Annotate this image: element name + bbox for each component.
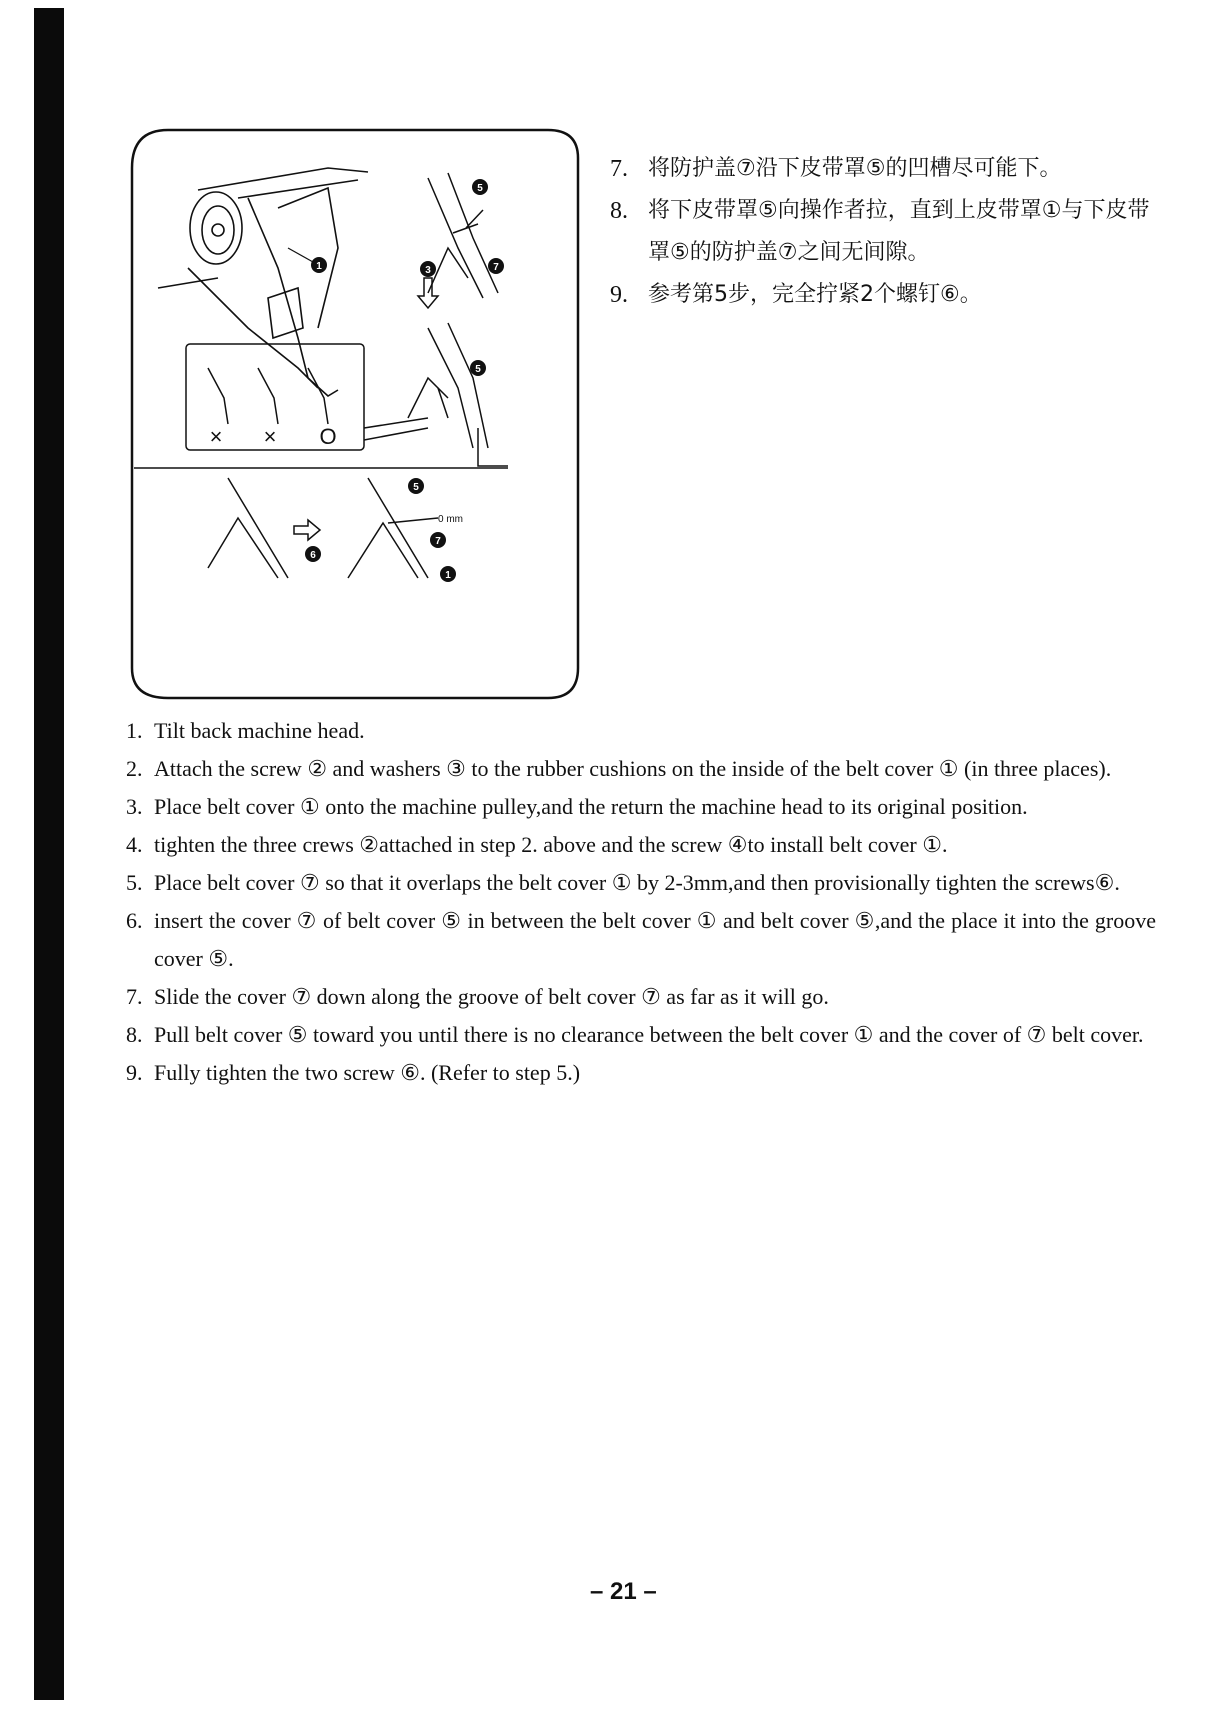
chinese-instructions bbox=[610, 148, 1170, 316]
en-step-number: 9. bbox=[126, 1060, 143, 1085]
callout-7-label: 7 bbox=[493, 262, 499, 273]
en-step-4 bbox=[126, 826, 1156, 864]
en-step-number: 7. bbox=[126, 984, 143, 1009]
callout-1-label: 1 bbox=[316, 261, 322, 272]
en-step-text: Attach the screw ② and washers ③ to the rubber cushions on the inside of the belt cover ① (in three places). bbox=[154, 756, 1112, 781]
en-step-number: 5. bbox=[126, 870, 143, 895]
cn-step-text: 参考第5步，完全拧紧2个螺钉⑥。 bbox=[648, 282, 982, 307]
en-step-5 bbox=[126, 864, 1156, 902]
callout-5b-label: 5 bbox=[475, 364, 481, 375]
english-instructions bbox=[126, 712, 1156, 1092]
cn-step-number: 9. bbox=[610, 282, 628, 308]
en-step-text: Pull belt cover ⑤ toward you until there is no clearance between the belt cover ① and the cover of ⑦ belt cover. bbox=[154, 1022, 1144, 1047]
en-step-text: tighten the three crews ②attached in step 2. above and the screw ④to install belt cover ①. bbox=[154, 832, 948, 857]
cn-step-text: 将下皮带罩⑤向操作者拉，直到上皮带罩①与下皮带罩⑤的防护盖⑦之间无间隙。 bbox=[648, 198, 1150, 265]
en-step-text: insert the cover ⑦ of belt cover ⑤ in between the belt cover ① and belt cover ⑤,and the place it into the groove cover ⑤. bbox=[154, 908, 1156, 971]
callout-6-label: 6 bbox=[310, 550, 316, 561]
groove-detail-drawing bbox=[428, 173, 498, 298]
en-step-3 bbox=[126, 788, 1156, 826]
en-step-text: Place belt cover ① onto the machine pulley,and the return the machine head to its original position. bbox=[154, 794, 1028, 819]
wrong-mark-2: × bbox=[263, 424, 277, 449]
en-step-number: 1. bbox=[126, 718, 143, 743]
correct-mark: O bbox=[319, 424, 337, 449]
scan-binding-edge bbox=[34, 8, 64, 1700]
right-arrow-icon bbox=[294, 520, 320, 540]
callout-5-label: 5 bbox=[477, 183, 483, 194]
cn-step-7 bbox=[610, 148, 1170, 190]
overlap-detail-drawing bbox=[208, 478, 438, 578]
cn-step-number: 7. bbox=[610, 156, 628, 182]
en-step-9 bbox=[126, 1054, 1156, 1092]
position-check-inset bbox=[134, 344, 508, 468]
assembly-illustration bbox=[128, 128, 588, 700]
en-step-text: Place belt cover ⑦ so that it overlaps the belt cover ① by 2-3mm,and then provisionally tighten the screws⑥. bbox=[154, 870, 1120, 895]
en-step-8 bbox=[126, 1016, 1156, 1054]
wrong-mark-1: × bbox=[209, 424, 223, 449]
en-step-text: Fully tighten the two screw ⑥. (Refer to step 5.) bbox=[154, 1060, 581, 1085]
en-step-2 bbox=[126, 750, 1156, 788]
en-step-7 bbox=[126, 978, 1156, 1016]
machine-head-drawing bbox=[158, 168, 368, 396]
en-step-1 bbox=[126, 712, 1156, 750]
callout-5c-label: 5 bbox=[413, 482, 419, 493]
en-step-number: 6. bbox=[126, 908, 143, 933]
callout-1b-label: 1 bbox=[445, 570, 451, 581]
cn-step-8 bbox=[610, 190, 1170, 274]
callout-7b-label: 7 bbox=[435, 536, 441, 547]
en-step-number: 4. bbox=[126, 832, 143, 857]
cn-step-9 bbox=[610, 274, 1170, 316]
en-step-number: 2. bbox=[126, 756, 143, 781]
en-step-6 bbox=[126, 902, 1156, 978]
en-step-text: Tilt back machine head. bbox=[154, 718, 365, 743]
en-step-number: 3. bbox=[126, 794, 143, 819]
en-step-number: 8. bbox=[126, 1022, 143, 1047]
page-number: – 21 – bbox=[590, 1578, 657, 1605]
clearance-dimension: 0 mm bbox=[438, 514, 463, 525]
en-step-text: Slide the cover ⑦ down along the groove of belt cover ⑦ as far as it will go. bbox=[154, 984, 829, 1009]
callout-3-label: 3 bbox=[425, 265, 431, 276]
cn-step-number: 8. bbox=[610, 198, 628, 224]
cn-step-text: 将防护盖⑦沿下皮带罩⑤的凹槽尽可能下。 bbox=[648, 156, 1062, 181]
